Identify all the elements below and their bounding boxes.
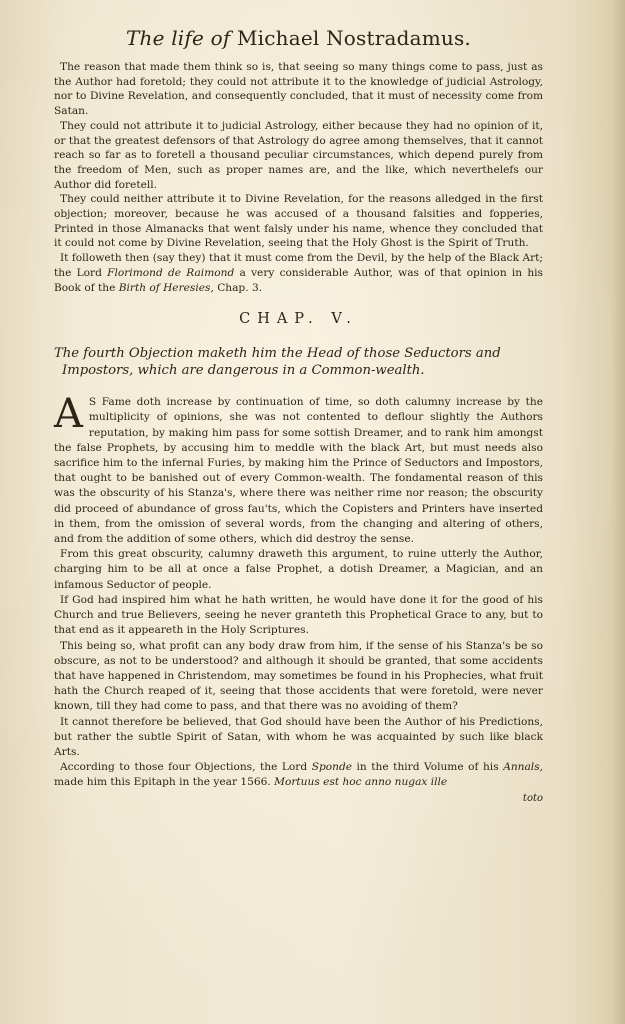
paragraph: If God had inspired him what he hath written, he would have done it for the good of his Church and true Believers, seeing he never granteth this Prophetical Grace to any, but to that end as it appeareth in the Holy Scriptures. — [54, 593, 543, 637]
page-content — [54, 22, 543, 804]
paragraph-closing — [54, 760, 543, 790]
paragraph: They could not attribute it to judicial Astrology, either because they had no opinion of it, or that the greatest defensors of that Astrology do agree among themselves, that it cannot reach so far as to foretell a thousand peculiar circumstances, which depend purely from the freedom of Men, such as proper names are, and the like, which neverthelefs our Author did foretell. — [54, 119, 543, 191]
paragraph-closing — [54, 251, 543, 295]
chapter-heading: CHAP. V. — [239, 311, 358, 328]
text-run: It followeth then (say they) that it must come from the Devil, by the help of the Black Art; the Lord — [54, 252, 543, 279]
text-run: According to those four Objections, the Lord — [60, 761, 308, 774]
paragraph: From this great obscurity, calumny draweth this argument, to ruine utterly the Author, charging him to be all at once a false Prophet, a dotish Dreamer, a Magician, and an infamous Seductor of people. — [54, 548, 543, 591]
text-run: S Fame doth increase by continuation of time, so doth calumny increase by the multiplicity of opinions, she was not contented to deflour slightly the Authors reputation, by making him pass for some sottish Dreamer, and to rank him amongst the false Prophets, by accusing him to meddle with the black Art, but must needs also sacrifice him to the infernal Furies, by making him the Prince of Seductors and Impostors, that ought to be banished out of every Common-wealth. The fondamental reason of this was the obscurity of his Stanza's, where there was neither rime nor reason; the obscurity did proceed of abundance of gross fau'ts, which the Copisters and Printers have inserted in them, from the omission of several words, from the changing and altering of others, and from the addition of some others, which did destroy the sense. — [54, 396, 543, 546]
drop-cap: A — [54, 391, 83, 438]
book-title: Birth of Heresies, — [118, 281, 214, 294]
running-head-name: Michael Nostradamus. — [237, 26, 471, 50]
latin-epitaph: Mortuus est hoc anno nugax ille — [274, 776, 448, 789]
catchword: toto — [522, 792, 543, 804]
work-title: Annals, — [503, 761, 543, 774]
text-run: a very considerable Author, was of that opinion in his Book of the — [54, 266, 543, 294]
text-run: Chap. 3. — [217, 281, 263, 294]
author-name: Sponde — [311, 761, 352, 774]
chapter-title: The fourth Objection maketh him the Head of those Seductors and Impostors, which are dangerous in a Common-wealth. — [54, 346, 501, 379]
section-two — [54, 391, 543, 804]
paragraph: This being so, what profit can any body draw from him, if the sense of his Stanza's be so obscure, as not to be understood? and although it should be granted, that some accidents that have happened in Christendom, may sometimes be found in his Prophecies, what fruit hath the Church reaped of it, seeing that those accidents that were foretold, were never known, till they had come to pass, and that there was no avoiding of them? — [54, 639, 543, 713]
text-run: in the third Volume of his — [356, 761, 499, 774]
paragraph: It cannot therefore be believed, that God should have been the Author of his Predictions, but rather the subtle Spirit of Satan, with whom he was acquainted by such like black Arts. — [54, 715, 543, 758]
section-one — [54, 60, 543, 295]
paragraph: The reason that made them think so is, that seeing so many things come to pass, just as the Author had foretold; they could not attribute it to the knowledge of judicial Astrology, nor to Divine Revelation, and consequently concluded, that it must of necessity come from Satan. — [54, 61, 543, 118]
text-run: made him this Epitaph in the year 1566. — [54, 776, 271, 789]
paragraph: They could neither attribute it to Divine Revelation, for the reasons alledged in the first objection; moreover, because he was accused of a thousand falsities and fopperies, Printed in those Almanacks that went falsly under his name, whence they concluded that it could not come by Divine Revelation, seeing that the Holy Ghost is the Spirit of Truth. — [54, 193, 543, 250]
running-head-prefix: The life of — [125, 26, 231, 50]
running-head — [54, 26, 543, 50]
paragraph-opening — [54, 391, 543, 547]
author-name: Florimond de Raimond — [107, 266, 235, 279]
